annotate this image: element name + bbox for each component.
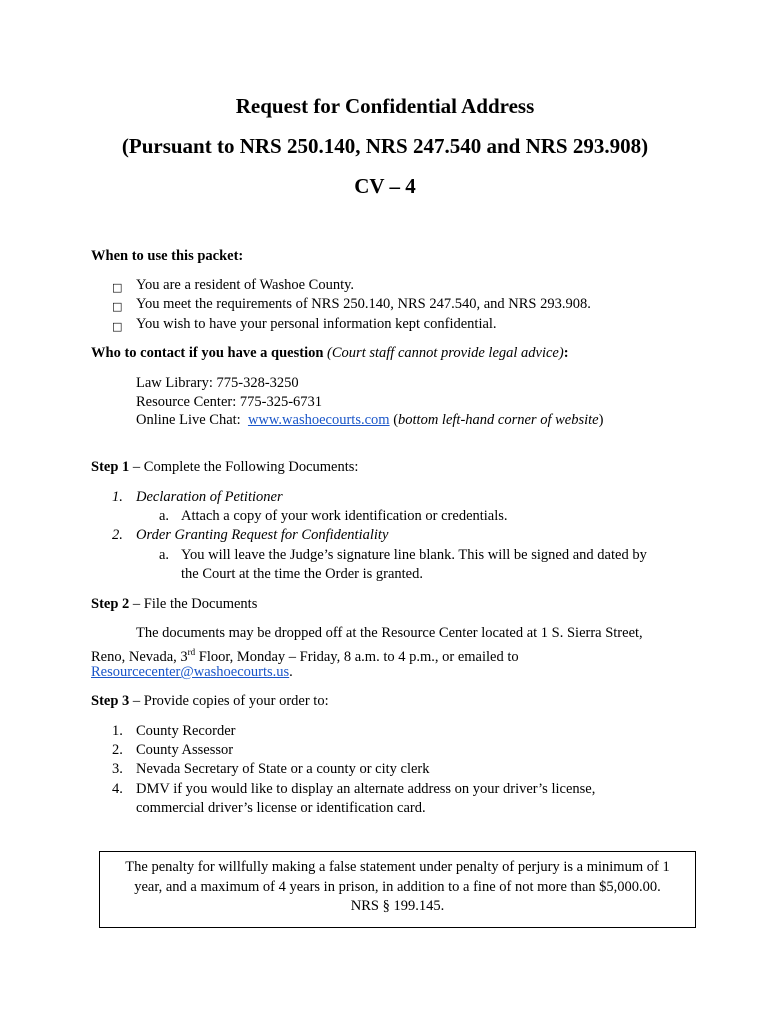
step-1-item-2-sub-line-2: the Court at the time the Order is granted. (181, 566, 423, 582)
step-2-para-line-1: The documents may be dropped off at the Resource Center located at 1 S. Sierra Street, (136, 625, 643, 641)
step-3-item-3: Nevada Secretary of State or a county or city clerk (136, 761, 430, 777)
when-to-use-heading: When to use this packet: (91, 248, 244, 264)
live-chat-note-open: ( (389, 412, 399, 428)
step-2-text: – File the Documents (129, 596, 258, 612)
penalty-line-2: year, and a maximum of 4 years in prison, in addition to a fine of not more than $5,000.00. (134, 878, 661, 895)
step-3-item-2: County Assessor (136, 742, 234, 758)
live-chat-note: bottom left-hand corner of website (398, 412, 599, 428)
step-2-para-line-2-sup: rd (187, 647, 196, 657)
step-1-item-1-sub: Attach a copy of your work identification or credentials. (181, 508, 508, 524)
step-2-email-line (91, 663, 293, 682)
step-1-item-2-title: Order Granting Request for Confidentiality (136, 527, 389, 543)
contact-heading-note: (Court staff cannot provide legal advice) (327, 345, 564, 361)
step-3-item-4-line-1: DMV if you would like to display an alternate address on your driver’s license, (136, 781, 596, 797)
step-3-item-1-num: 1. (112, 723, 123, 739)
step-2-label: Step 2 (91, 596, 130, 612)
step-2-email-end: . (289, 664, 293, 680)
resource-center-email-link[interactable]: Resourcecenter@washoecourts.us (91, 664, 290, 680)
title-line-1: Request for Confidential Address (235, 94, 535, 118)
checkbox-bullet-icon: □ (112, 300, 123, 313)
step-3-text: – Provide copies of your order to: (129, 693, 329, 709)
step-2-para-line-2-b: Floor, Monday – Friday, 8 a.m. to 4 p.m., or emailed to (195, 648, 519, 665)
step-1-item-2-sub-line-1: You will leave the Judge’s signature line blank. This will be signed and dated by (181, 547, 647, 563)
resource-center-phone: Resource Center: 775-325-6731 (136, 394, 323, 410)
step-1-item-1-sub-letter: a. (159, 508, 170, 524)
step-1-item-1-title: Declaration of Petitioner (136, 489, 283, 505)
contact-heading: Who to contact if you have a question (91, 345, 324, 361)
when-item-1: You are a resident of Washoe County. (136, 277, 355, 293)
checkbox-bullet-icon: □ (112, 320, 123, 333)
title-line-3: CV – 4 (354, 174, 416, 198)
step-1-heading (91, 458, 358, 477)
step-1-item-2-num: 2. (112, 527, 123, 543)
washoecourts-link[interactable]: www.washoecourts.com (247, 412, 390, 428)
step-3-label: Step 3 (91, 693, 130, 709)
when-item-3: You wish to have your personal information kept confidential. (136, 316, 497, 332)
step-1-item-1-num: 1. (112, 489, 123, 505)
law-library-phone: Law Library: 775-328-3250 (136, 375, 299, 391)
step-3-item-1: County Recorder (136, 723, 236, 739)
penalty-line-3: NRS § 199.145. (350, 898, 445, 914)
step-3-item-4-num: 4. (112, 781, 123, 797)
penalty-notice-box (99, 851, 696, 928)
contact-heading-colon: : (563, 345, 569, 361)
when-item-2: You meet the requirements of NRS 250.140, NRS 247.540, and NRS 293.908. (136, 296, 591, 312)
step-1-label: Step 1 (91, 459, 130, 475)
step-3-heading (91, 692, 329, 711)
live-chat-prefix: Online Live Chat: (136, 412, 248, 428)
penalty-line-1: The penalty for willfully making a false statement under penalty of perjury is a minimum of 1 (125, 859, 670, 875)
live-chat-line (136, 411, 603, 430)
live-chat-note-close: ) (598, 412, 604, 428)
step-3-item-4-line-2: commercial driver’s license or identification card. (136, 800, 426, 816)
step-1-text: – Complete the Following Documents: (129, 459, 359, 475)
step-3-item-2-num: 2. (112, 742, 123, 758)
step-3-item-3-num: 3. (112, 761, 123, 777)
title-line-2: (Pursuant to NRS 250.140, NRS 247.540 and NRS 293.908) (121, 134, 649, 158)
contact-heading-line (91, 344, 569, 363)
step-2-heading (91, 595, 257, 614)
step-2-para-line-2-a: Reno, Nevada, 3 (91, 648, 188, 665)
checkbox-bullet-icon: □ (112, 281, 123, 294)
step-1-item-2-sub-letter: a. (159, 547, 170, 563)
